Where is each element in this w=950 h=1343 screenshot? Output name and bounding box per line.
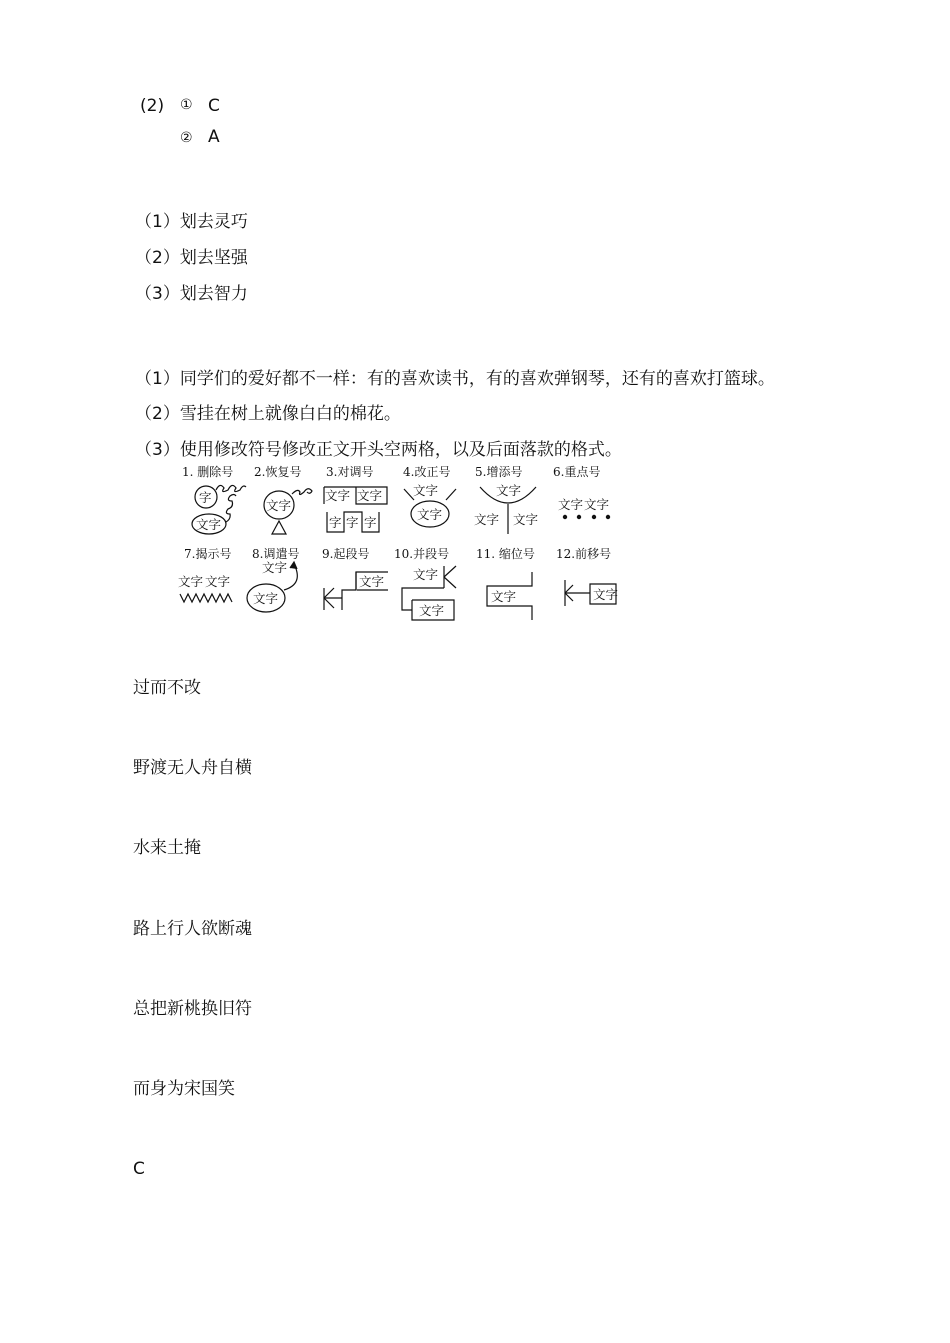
correct-item-1	[135, 368, 775, 390]
symbol-sample-text: 文字	[266, 498, 292, 513]
insert-mark-icon	[474, 483, 538, 534]
symbol-sample-text: 文字	[413, 567, 439, 582]
answer-line-5: 总把新桃换旧符	[133, 999, 252, 1019]
indent-mark-icon	[487, 572, 532, 620]
swap-mark-icon	[324, 487, 387, 532]
item-number: （1）	[135, 212, 180, 232]
symbol-label: 3.对调号	[326, 465, 374, 479]
answer-line-3: 水来土掩	[133, 838, 201, 858]
item-text: 同学们的爱好都不一样：有的喜欢读书，有的喜欢弹钢琴，还有的喜欢打篮球。	[179, 369, 775, 389]
new-paragraph-mark-icon	[324, 572, 388, 610]
item-number: （3）	[135, 284, 180, 304]
symbol-label: 5.增添号	[475, 465, 523, 479]
delete-item-2	[135, 247, 248, 269]
symbol-sample-text: 文字	[491, 589, 517, 604]
answer-line-2: 野渡无人舟自横	[133, 758, 252, 778]
symbol-label: 9.起段号	[322, 547, 370, 561]
symbol-sample-text: 文字	[496, 483, 522, 498]
item-text: 使用修改符号修改正文开头空两格，以及后面落款的格式。	[179, 440, 622, 460]
item-text: 划去智力	[179, 284, 248, 304]
symbol-sample-text: 文字	[584, 497, 610, 512]
transpose-mark-icon	[247, 560, 297, 612]
symbol-sample-text: 文字	[325, 488, 351, 503]
answer-value: C	[207, 96, 220, 116]
symbol-label: 2.恢复号	[254, 465, 302, 479]
proofreading-symbols-figure	[176, 462, 624, 630]
q2-sub-item-1	[180, 93, 220, 116]
item-number: （1）	[135, 369, 180, 389]
item-number: （3）	[135, 440, 180, 460]
symbol-sample-text: 文字	[419, 603, 445, 618]
symbol-sample-text: 文字	[178, 574, 204, 589]
symbol-sample-text: 文字	[513, 512, 539, 527]
symbol-sample-text: 文字	[359, 574, 385, 589]
answer-line-4: 路上行人欲断魂	[133, 919, 252, 939]
item-number: （2）	[135, 404, 180, 424]
q2-sub-item-2	[180, 126, 220, 149]
answer-line-1: 过而不改	[133, 678, 201, 698]
emphasis-mark-icon	[558, 497, 610, 519]
restore-mark-icon	[264, 489, 312, 534]
item-number: （2）	[135, 248, 180, 268]
symbol-sample-text: 字	[199, 490, 212, 505]
symbol-sample-text: 文字	[357, 488, 383, 503]
circled-number-2: ②	[180, 130, 193, 146]
symbol-label: 7.揭示号	[184, 547, 232, 561]
answer-line-7: C	[133, 1159, 145, 1179]
merge-paragraph-mark-icon	[402, 566, 456, 620]
symbol-label: 12.前移号	[556, 547, 612, 561]
item-text: 划去坚强	[179, 248, 248, 268]
symbol-sample-text: 文字	[558, 497, 584, 512]
outdent-mark-icon	[565, 580, 618, 606]
item-text: 划去灵巧	[179, 212, 248, 232]
symbol-label: 1. 删除号	[182, 465, 234, 479]
delete-mark-icon	[192, 485, 246, 534]
symbol-sample-text: 文字	[413, 483, 439, 498]
correction-mark-icon	[404, 483, 456, 527]
reveal-mark-icon	[178, 574, 232, 602]
symbol-label: 4.改正号	[403, 465, 451, 479]
correct-item-2	[135, 403, 401, 425]
symbol-sample-text: 字	[329, 515, 342, 530]
answer-value: A	[207, 127, 220, 147]
correct-item-3	[135, 439, 622, 461]
symbol-sample-text: 字	[364, 515, 377, 530]
symbol-sample-text: 文字	[205, 574, 231, 589]
delete-item-1	[135, 211, 248, 233]
q2-sub-label: (2)	[140, 96, 165, 116]
symbol-label: 10.并段号	[394, 547, 450, 561]
symbol-sample-text: 文字	[593, 587, 619, 602]
symbol-sample-text: 文字	[196, 517, 222, 532]
symbol-label: 8.调遣号	[252, 547, 300, 561]
symbol-sample-text: 文字	[474, 512, 500, 527]
symbol-label: 11. 缩位号	[476, 547, 535, 561]
symbol-sample-text: 文字	[253, 591, 279, 606]
symbol-sample-text: 字	[346, 515, 359, 530]
circled-number-1: ①	[180, 97, 193, 113]
item-text: 雪挂在树上就像白白的棉花。	[179, 404, 401, 424]
symbol-sample-text: 文字	[417, 507, 443, 522]
symbol-label: 6.重点号	[553, 465, 601, 479]
answer-line-6: 而身为宋国笑	[133, 1079, 235, 1099]
delete-item-3	[135, 283, 248, 305]
symbol-sample-text: 文字	[262, 560, 288, 575]
